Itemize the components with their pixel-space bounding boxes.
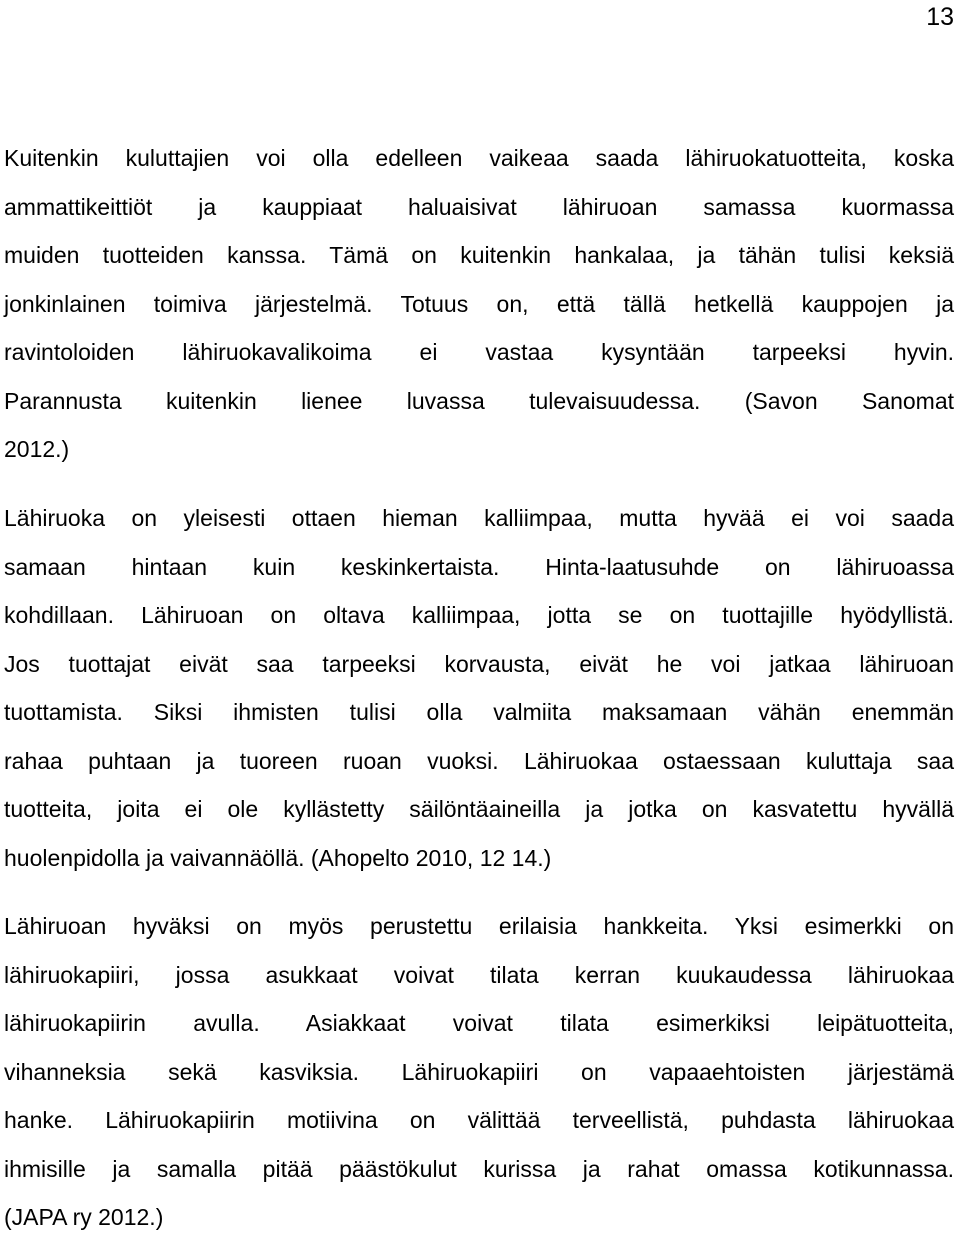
text-line: lähiruokapiiri, jossa asukkaat voivat tilata kerran kuukaudessa lähiruokaa [4,961,954,988]
text-line: hanke. Lähiruokapiirin motiivina on välittää terveellistä, puhdasta lähiruokaa [4,1107,954,1133]
paragraph-1 [4,134,954,474]
text-line: muiden tuotteiden kanssa. Tämä on kuitenkin hankalaa, ja tähän tulisi keksiä [4,242,954,268]
text-line: ihmisille ja samalla pitää päästökulut kurissa ja rahat omassa kotikunnassa. [4,1155,954,1182]
text-line: ravintoloiden lähiruokavalikoima ei vastaa kysyntään tarpeeksi hyvin. [4,339,954,365]
text-line: Jos tuottajat eivät saa tarpeeksi korvausta, eivät he voi jatkaa lähiruoan [4,650,954,677]
text-line: vihanneksia sekä kasviksia. Lähiruokapiiri on vapaaehtoisten järjestämä [4,1058,954,1085]
text-line: tuotteita, joita ei ole kyllästetty säilöntäaineilla ja jotka on kasvatettu hyvällä [4,796,954,822]
text-line: jonkinlainen toimiva järjestelmä. Totuus on, että tällä hetkellä kauppojen ja [4,290,954,317]
text-line: tuottamista. Siksi ihmisten tulisi olla valmiita maksamaan vähän enemmän [4,699,954,725]
text-line: samaan hintaan kuin keskinkertaista. Hinta-laatusuhde on lähiruoassa [4,553,954,580]
text-line: ammattikeittiöt ja kauppiaat haluaisivat lähiruoan samassa kuormassa [4,193,954,220]
text-line: huolenpidolla ja vaivannäöllä. (Ahopelto 2010, 12 14.) [4,844,552,871]
page-number: 13 [926,3,954,31]
text-line: Lähiruoan hyväksi on myös perustettu erilaisia hankkeita. Yksi esimerkki on [4,913,954,939]
paragraph-2 [4,494,954,882]
text-line: lähiruokapiirin avulla. Asiakkaat voivat tilata esimerkiksi leipätuotteita, [4,1010,954,1036]
text-line: Lähiruoka on yleisesti ottaen hieman kalliimpaa, mutta hyvää ei voi saada [4,505,954,531]
text-line: Kuitenkin kuluttajien voi olla edelleen vaikeaa saada lähiruokatuotteita, koska [4,145,954,171]
text-line: Parannusta kuitenkin lienee luvassa tulevaisuudessa. (Savon Sanomat [4,387,954,414]
text-line: (JAPA ry 2012.) [4,1204,164,1230]
text-line: 2012.) [4,436,70,462]
paragraph-3 [4,902,954,1242]
text-line: rahaa puhtaan ja tuoreen ruoan vuoksi. Lähiruokaa ostaessaan kuluttaja saa [4,747,954,774]
text-line: kohdillaan. Lähiruoan on oltava kalliimpaa, jotta se on tuottajille hyödyllistä. [4,602,954,628]
